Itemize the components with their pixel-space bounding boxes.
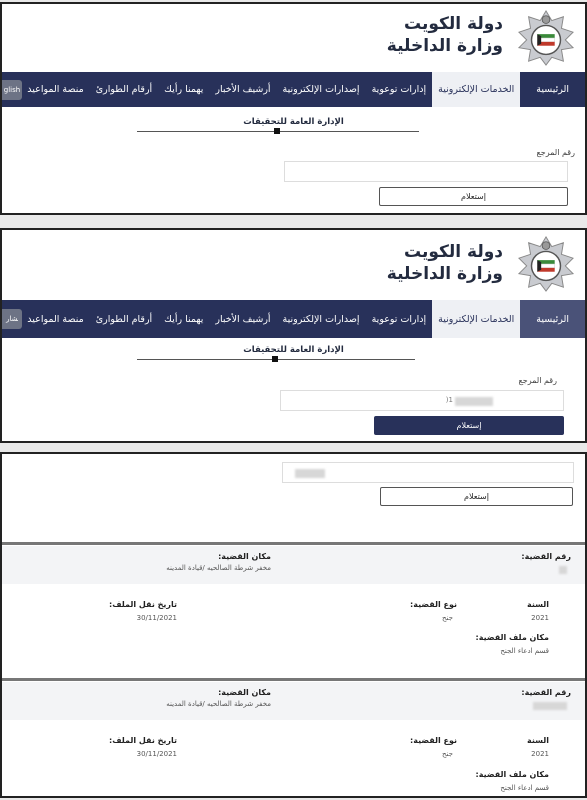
case-card-header xyxy=(2,546,585,584)
nav-item-home[interactable]: الرئيسية xyxy=(536,84,569,95)
nav-item-feedback[interactable]: يهمنا رأيك xyxy=(164,84,204,95)
nav-item-news-archive[interactable]: أرشيف الأخبار xyxy=(215,313,271,325)
file-place-label: مكان ملف القضية: xyxy=(475,770,549,779)
redacted-reference xyxy=(295,469,325,478)
case-place-value: مخفر شرطة الصالحيه /قيادة المدينه xyxy=(166,564,271,572)
year-value: 2021 xyxy=(531,614,549,622)
case-card-separator xyxy=(2,678,585,681)
department-divider-marker xyxy=(272,356,278,362)
language-toggle[interactable]: ﺸﺎﺭ xyxy=(2,309,22,329)
nav-item-feedback[interactable]: يهمنا رأيك xyxy=(164,313,204,325)
nav-item-emergency-numbers[interactable]: أرقام الطوارئ xyxy=(95,84,153,95)
nav-item-awareness[interactable]: إدارات توعوية xyxy=(371,84,427,95)
year-value: 2021 xyxy=(531,750,549,758)
department-title: الإدارة العامة للتحقيقات xyxy=(243,117,344,127)
screenshot-panel-1 xyxy=(0,2,587,215)
kuwait-police-emblem-icon xyxy=(517,235,575,293)
department-divider-marker xyxy=(274,128,280,134)
nav-item-e-publications[interactable]: إصدارات الإلكترونية xyxy=(282,84,360,95)
case-place-label: مكان القضية: xyxy=(218,552,271,561)
case-card-separator xyxy=(2,542,585,545)
language-toggle[interactable]: glish xyxy=(2,80,22,100)
transfer-date-label: تاريخ نقل الملف: xyxy=(109,736,177,745)
case-type-value: جنح xyxy=(442,750,453,758)
site-header xyxy=(2,230,585,298)
header-title-ministry: وزارة الداخلية xyxy=(386,264,503,284)
transfer-date-label: تاريخ نقل الملف: xyxy=(109,600,177,609)
redacted-case-number xyxy=(533,702,567,710)
file-place-value: قسم ادعاء الجنح xyxy=(500,647,549,655)
redacted-reference xyxy=(455,397,493,406)
kuwait-police-emblem-icon xyxy=(517,9,575,67)
nav-item-emergency-numbers[interactable]: أرقام الطوارئ xyxy=(95,313,153,325)
reference-number-input[interactable] xyxy=(280,390,564,411)
nav-item-awareness[interactable]: إدارات توعوية xyxy=(371,313,427,325)
screenshot-panel-2 xyxy=(0,228,587,443)
case-number-label: رقم القضية: xyxy=(521,688,571,697)
year-label: السنة xyxy=(526,600,549,609)
reference-number-label: رقم المرجع xyxy=(518,376,557,385)
transfer-date-value: 30/11/2021 xyxy=(136,750,177,758)
transfer-date-value: 30/11/2021 xyxy=(136,614,177,622)
redacted-case-number xyxy=(559,566,567,574)
header-title-ministry: وزارة الداخلية xyxy=(386,36,503,56)
case-type-label: نوع القضية: xyxy=(410,600,457,609)
nav-item-appointments[interactable]: منصة المواعيد xyxy=(27,84,84,95)
nav-item-appointments[interactable]: منصة المواعيد xyxy=(27,313,84,325)
main-nav xyxy=(2,72,585,107)
site-header xyxy=(2,4,585,72)
reference-number-input[interactable] xyxy=(282,462,574,483)
nav-item-news-archive[interactable]: أرشيف الأخبار xyxy=(215,84,271,95)
nav-item-e-publications[interactable]: إصدارات الإلكترونية xyxy=(282,313,360,325)
file-place-value: قسم ادعاء الجنح xyxy=(500,784,549,792)
screenshot-panel-3 xyxy=(0,452,587,798)
reference-number-input[interactable] xyxy=(284,161,568,182)
reference-number-value: 1( xyxy=(445,396,453,404)
reference-number-label: رقم المرجع xyxy=(536,148,575,157)
case-card-header xyxy=(2,682,585,720)
year-label: السنة xyxy=(526,736,549,745)
file-place-label: مكان ملف القضية: xyxy=(475,633,549,642)
case-place-label: مكان القضية: xyxy=(218,688,271,697)
main-nav xyxy=(2,300,585,338)
department-title: الإدارة العامة للتحقيقات xyxy=(243,345,344,355)
nav-item-e-services[interactable]: الخدمات الإلكترونية xyxy=(432,72,520,107)
header-title-country: دولة الكويت xyxy=(403,14,503,34)
query-button[interactable]: إستعلام xyxy=(374,416,564,435)
case-type-label: نوع القضية: xyxy=(410,736,457,745)
case-place-value: مخفر شرطة الصالحيه /قيادة المدينه xyxy=(166,700,271,708)
nav-item-e-services[interactable]: الخدمات الإلكترونية xyxy=(432,300,520,338)
query-button[interactable]: إستعلام xyxy=(380,487,573,506)
header-title-country: دولة الكويت xyxy=(403,242,503,262)
nav-item-home[interactable]: الرئيسية xyxy=(520,300,585,338)
case-number-label: رقم القضية: xyxy=(521,552,571,561)
query-button[interactable]: إستعلام xyxy=(379,187,568,206)
case-type-value: جنح xyxy=(442,614,453,622)
